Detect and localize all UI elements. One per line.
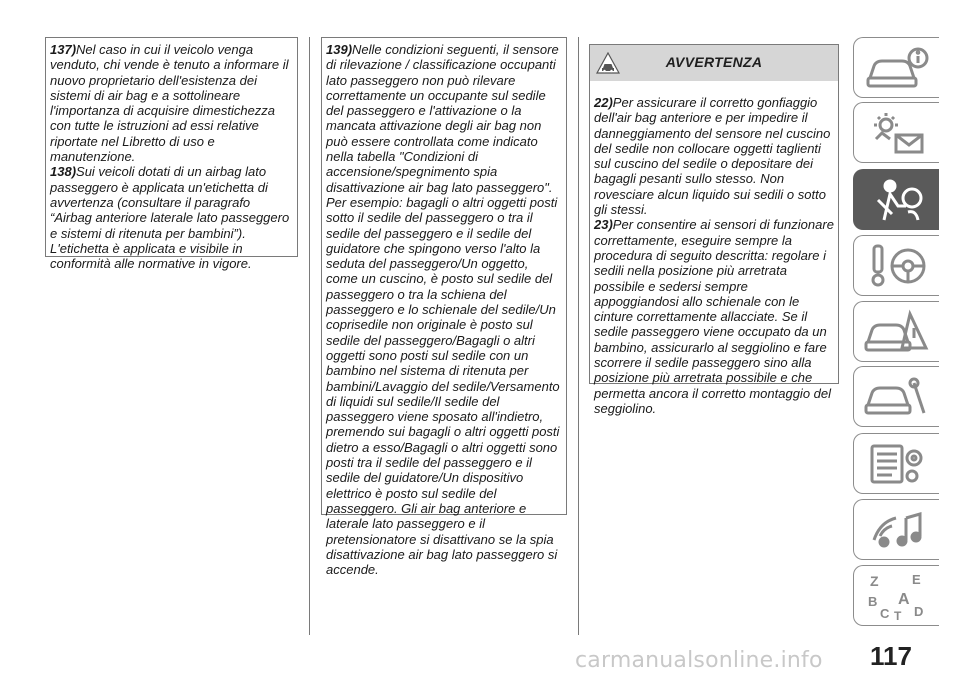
note-139 xyxy=(326,42,562,577)
note-text: Nel caso in cui il veicolo venga venduto, chi vende è tenuto a informare il nuovo proprietario dell'esistenza dei sistemi di air bag e a sottolineare l'importanza di acquisire dimestichezza con tutte le istruzioni ad essi relative riportate nel Libretto di uso e manutenzione. xyxy=(50,42,289,165)
column-divider xyxy=(309,37,310,635)
column-divider xyxy=(578,37,579,635)
car-warning-icon xyxy=(596,52,620,77)
tab-emergency[interactable] xyxy=(853,301,939,362)
index-letter: Z xyxy=(869,572,879,589)
tab-starting-driving[interactable] xyxy=(853,235,939,296)
index-letter: C xyxy=(879,605,889,621)
note-137 xyxy=(50,42,293,164)
tab-car-info[interactable] xyxy=(853,37,939,98)
warning-box xyxy=(589,44,839,416)
note-text: Nelle condizioni seguenti, il sensore di rilevazione / classificazione occupanti lato passeggero non può rilevare correttamente un occupante sul sedile del passeggero e l'attivazione o la mancata attivazione degli air bag non può essere controllata come indicato nella tabella "Condizioni di accensione/spegnimento spia disattivazione air bag lato passeggero". Per esempio: bagagli o altri oggetti posti sotto il sedile del passeggero o tra il sedile del passeggero e il sedile del guidatore che spingono verso l'alto la seduta del passeggero/Un oggetto, come un cuscino, è posto sul sedile del passeggero o tra la schiena del passeggero e lo schienale del sedile/Un coprisedile non originale è posto sul sedile del passeggero/Bagagli o altri oggetti sono posti sul sedile con un bambino nel sistema di ritenuta per bambini/Lavaggio del sedile/Versamento di liquidi sul sedile/Il sedile del passeggero viene sposato all'indietro, premendo sui bagagli o altri oggetti posti dietro a esso/Bagagli o altri oggetti sono posti tra il sedile del passeggero e il sedile del guidatore/Un dispositivo elettrico è posto sul sedile del passeggero. Gli air bag anteriore e laterale lato passeggero e il pretensionatore si disattivano se la spia disattivazione air bag lato passeggero si accende. xyxy=(326,42,560,578)
warning-title: AVVERTENZA xyxy=(665,54,763,71)
tab-multimedia[interactable] xyxy=(853,499,939,560)
page-number: 117 xyxy=(870,641,912,671)
note-number: 22) xyxy=(594,95,613,110)
key-steering-icon xyxy=(862,242,932,290)
warning-header xyxy=(590,45,838,81)
note-number: 138) xyxy=(50,164,77,180)
index-letter: A xyxy=(897,590,910,608)
note-138 xyxy=(50,164,293,271)
note-text: Per assicurare il corretto gonfiaggio dell'air bag anteriore e per impedire il danneggiamento del sensore nel cuscino del sedile non collocare oggetti taglienti sul cuscino del sedile o depositare dei bagagli pesanti sullo stesso. Non rovesciare alcun liquido sui sedili o sotto gli stessi. xyxy=(594,95,831,218)
watermark: carmanualsonline.info xyxy=(575,648,823,673)
tab-warning-lights[interactable] xyxy=(853,102,939,163)
car-emergency-icon xyxy=(862,308,932,356)
tab-maintenance[interactable] xyxy=(853,366,939,427)
note-text: Per consentire ai sensori di funzionare correttamente, eseguire sempre la procedura di seguito descritta: regolare i sedili nella posizione più arretrata possibile e sedersi sempre appoggiandosi allo schienale con le cinture correttamente allacciate. Se il sedile passeggero viene occupato da un bambino, assicurarlo al seggiolino e fare scorrere il sedile passeggero sino alla posizione più arretrata possibile e che permetta ancora il corretto montaggio del seggiolino. xyxy=(594,217,834,416)
note-box-137-138 xyxy=(45,37,298,272)
airbag-safety-icon xyxy=(862,176,932,224)
car-maintenance-icon xyxy=(862,373,932,421)
index-icon xyxy=(862,570,932,622)
note-number: 137) xyxy=(50,42,77,57)
note-text: Sui veicoli dotati di un airbag lato passeggero è applicata un'etichetta di avvertenza (consultare il paragrafo “Airbag anteriore laterale lato passeggero e sistemi di ritenuta per bambini”). L'etichetta è applicata e visibile in conformità alle normative in vigore. xyxy=(50,164,290,272)
note-23 xyxy=(594,217,834,416)
multimedia-icon xyxy=(862,506,932,554)
tab-safety[interactable] xyxy=(853,169,939,230)
index-letter: T xyxy=(893,608,901,622)
note-22 xyxy=(594,95,834,217)
car-info-icon xyxy=(862,44,932,92)
index-letter: E xyxy=(911,571,921,587)
warning-lights-icon xyxy=(862,109,932,157)
note-number: 139) xyxy=(326,42,353,57)
index-letter: D xyxy=(913,603,923,619)
tab-index[interactable] xyxy=(853,565,939,626)
tab-technical-data[interactable] xyxy=(853,433,939,494)
note-box-139 xyxy=(321,37,567,578)
technical-data-icon xyxy=(862,440,932,488)
note-number: 23) xyxy=(594,217,613,233)
index-letter: B xyxy=(867,593,877,609)
